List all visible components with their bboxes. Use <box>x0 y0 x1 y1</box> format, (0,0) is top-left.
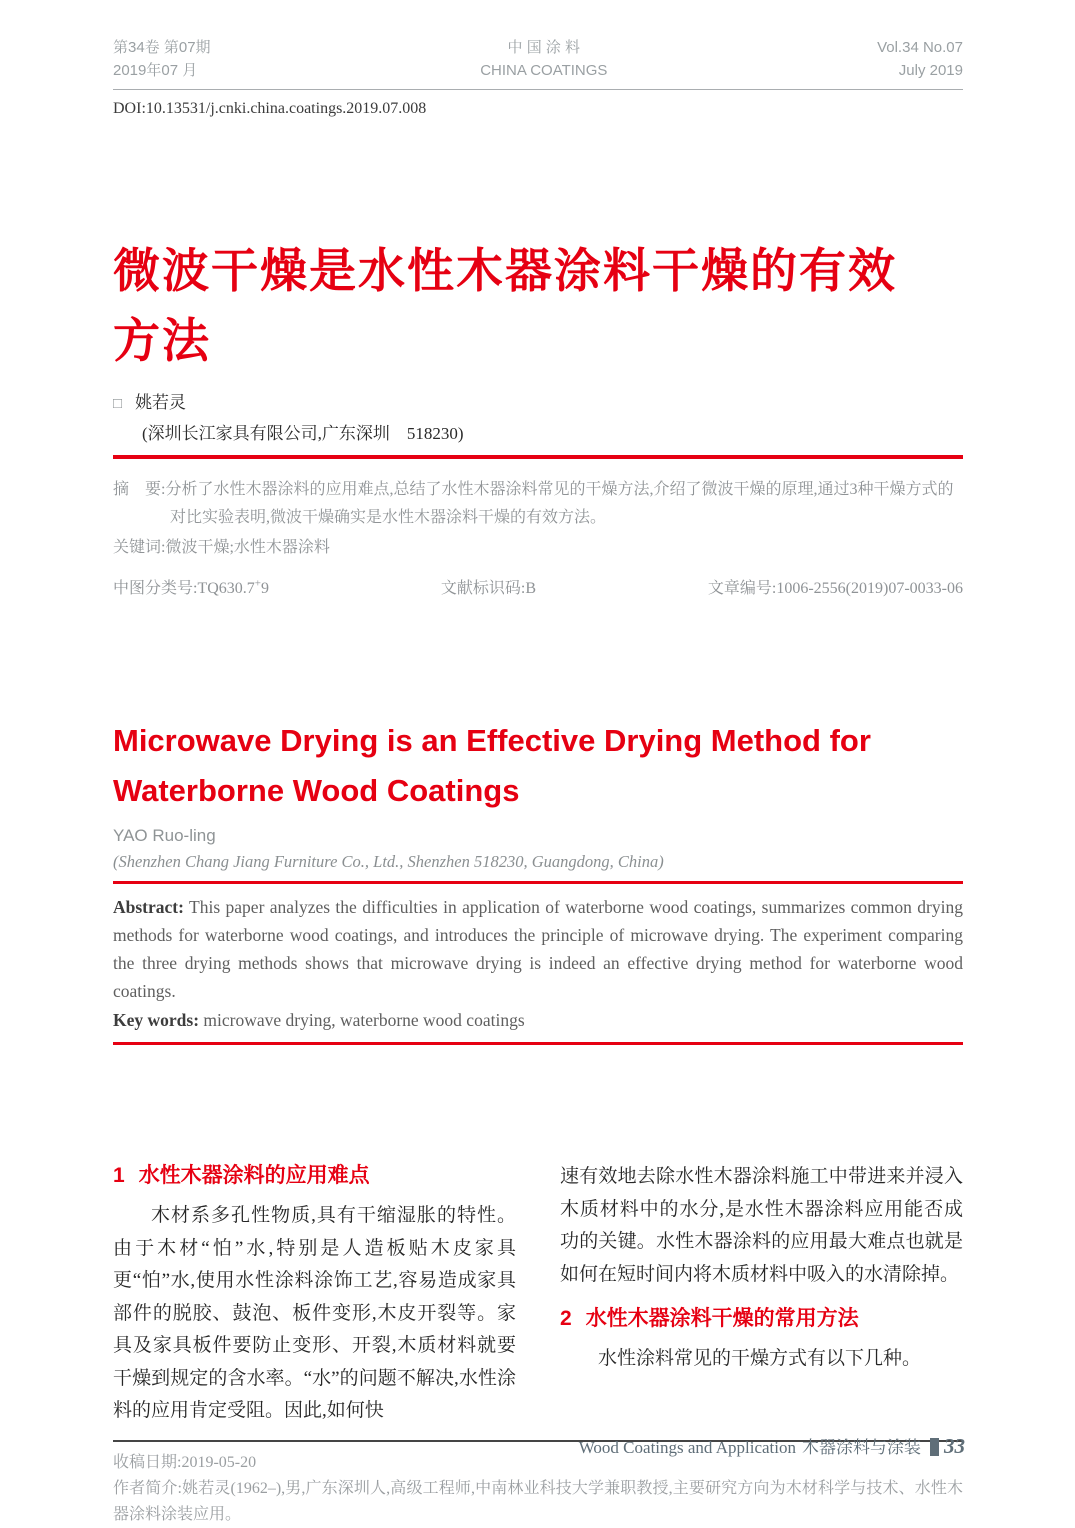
abstract-label-en: Abstract: <box>113 897 184 917</box>
affiliation-cn: (深圳长江家具有限公司,广东深圳 518230) <box>142 424 464 443</box>
running-head <box>113 36 963 90</box>
abstract-block-cn <box>113 476 963 562</box>
keywords-label-cn: 关键词: <box>113 539 166 556</box>
abstract-text-cn: 分析了水性木器涂料的应用难点,总结了水性木器涂料常见的干燥方法,介绍了微波干燥的原理,通过3种干燥方式的对比实验表明,微波干燥确实是水性木器涂料干燥的有效方法。 <box>165 481 954 526</box>
date-cn: 2019年07 月 <box>113 62 198 79</box>
page-number-bar-icon <box>930 1438 939 1456</box>
red-divider-abstract-bottom <box>113 1042 963 1045</box>
section-2-paragraph: 水性涂料常见的干燥方式有以下几种。 <box>598 1348 922 1369</box>
keywords-text-cn: 微波干燥;水性木器涂料 <box>165 539 330 556</box>
clc-superscript: + <box>254 577 261 590</box>
red-divider-top <box>113 455 963 459</box>
body-columns <box>113 1161 963 1428</box>
article-meta-row <box>113 575 963 598</box>
footer-label-en: Wood Coatings and Application <box>578 1438 796 1457</box>
article-title-cn: 微波干燥是水性木器涂料干燥的有效方法 <box>113 244 897 367</box>
article-title-en: Microwave Drying is an Effective Drying Method for Waterborne Wood Coatings <box>113 723 871 808</box>
red-divider-abstract-top <box>113 881 963 884</box>
header-journal <box>480 36 607 82</box>
keywords-en <box>113 1006 963 1034</box>
page-footer <box>579 1433 965 1459</box>
abstract-en <box>113 893 963 1005</box>
footer-label-cn: 木器涂料与涂装 <box>802 1438 921 1457</box>
received-date: 收稿日期:2019-05-20 <box>113 1453 257 1471</box>
keywords-cn <box>113 534 963 562</box>
volume-issue-cn: 第34卷 第07期 <box>113 39 211 56</box>
doi: DOI:10.13531/j.cnki.china.coatings.2019.07.008 <box>113 100 427 117</box>
header-issue-cn <box>113 36 211 82</box>
keywords-text-en: microwave drying, waterborne wood coatings <box>203 1010 525 1030</box>
section-1-paragraph-right: 速有效地去除水性木器涂料施工中带进来并浸入木质材料中的水分,是水性木器涂料应用能否成功的关键。水性木器涂料的应用最大难点也就是如何在短时间内将木质材料中吸入的水清除掉。 <box>560 1166 963 1285</box>
page-number: 33 <box>944 1434 965 1458</box>
abstract-cn <box>113 476 963 532</box>
footnotes <box>113 1450 963 1528</box>
keywords-label-en: Key words: <box>113 1010 200 1030</box>
author-name-cn: 姚若灵 <box>135 393 187 412</box>
column-left <box>113 1161 516 1428</box>
affiliation-en: (Shenzhen Chang Jiang Furniture Co., Ltd., Shenzhen 518230, Guangdong, China) <box>113 852 664 871</box>
section-2-heading: 2 水性木器涂料干燥的常用方法 <box>560 1307 859 1330</box>
section-1-paragraph-left: 木材系多孔性物质,具有干缩湿胀的特性。由于木材“怕”水,特别是人造板贴木皮家具更“怕”水,使用水性涂料涂饰工艺,容易造成家具部件的脱胶、鼓泡、板件变形,木皮开裂等。家具及家具板件要防止变形、开裂,木质材料就要干燥到规定的含水率。“水”的问题不解决,水性涂料的应用肯定受阻。因此,如何快 <box>113 1205 516 1421</box>
author-marker-icon: □ <box>113 396 123 412</box>
journal-name-en: CHINA COATINGS <box>480 62 608 79</box>
journal-page <box>0 36 1075 1523</box>
date-en: July 2019 <box>898 62 963 79</box>
author-bio: 作者简介:姚若灵(1962–),男,广东深圳人,高级工程师,中南林业科技大学兼职教授,主要研究方向为木材科学与技术、水性木器涂料涂装应用。 <box>113 1479 963 1523</box>
journal-name-cn: 中 国 涂 料 <box>507 39 581 56</box>
abstract-text-en: This paper analyzes the difficulties in application of waterborne wood coatings, summarizes common drying methods for waterborne wood coatings, and introduces the principle of microwave drying. The experiment comparing the three drying methods shows that microwave drying is indeed an effective drying method for waterborne wood coatings. <box>113 897 963 1001</box>
article-id: 文章编号:1006-2556(2019)07-0033-06 <box>707 580 963 597</box>
section-1-heading: 1 水性木器涂料的应用难点 <box>113 1164 370 1187</box>
clc-number: 中图分类号:TQ630.7+9 <box>113 577 269 597</box>
author-name-en: YAO Ruo-ling <box>113 826 216 845</box>
author-line-cn <box>113 388 963 413</box>
abstract-label-cn: 摘 要: <box>113 481 166 498</box>
document-code: 文献标识码:B <box>440 580 537 597</box>
header-issue-en <box>877 36 963 82</box>
column-right <box>560 1161 963 1428</box>
volume-issue-en: Vol.34 No.07 <box>877 39 963 56</box>
